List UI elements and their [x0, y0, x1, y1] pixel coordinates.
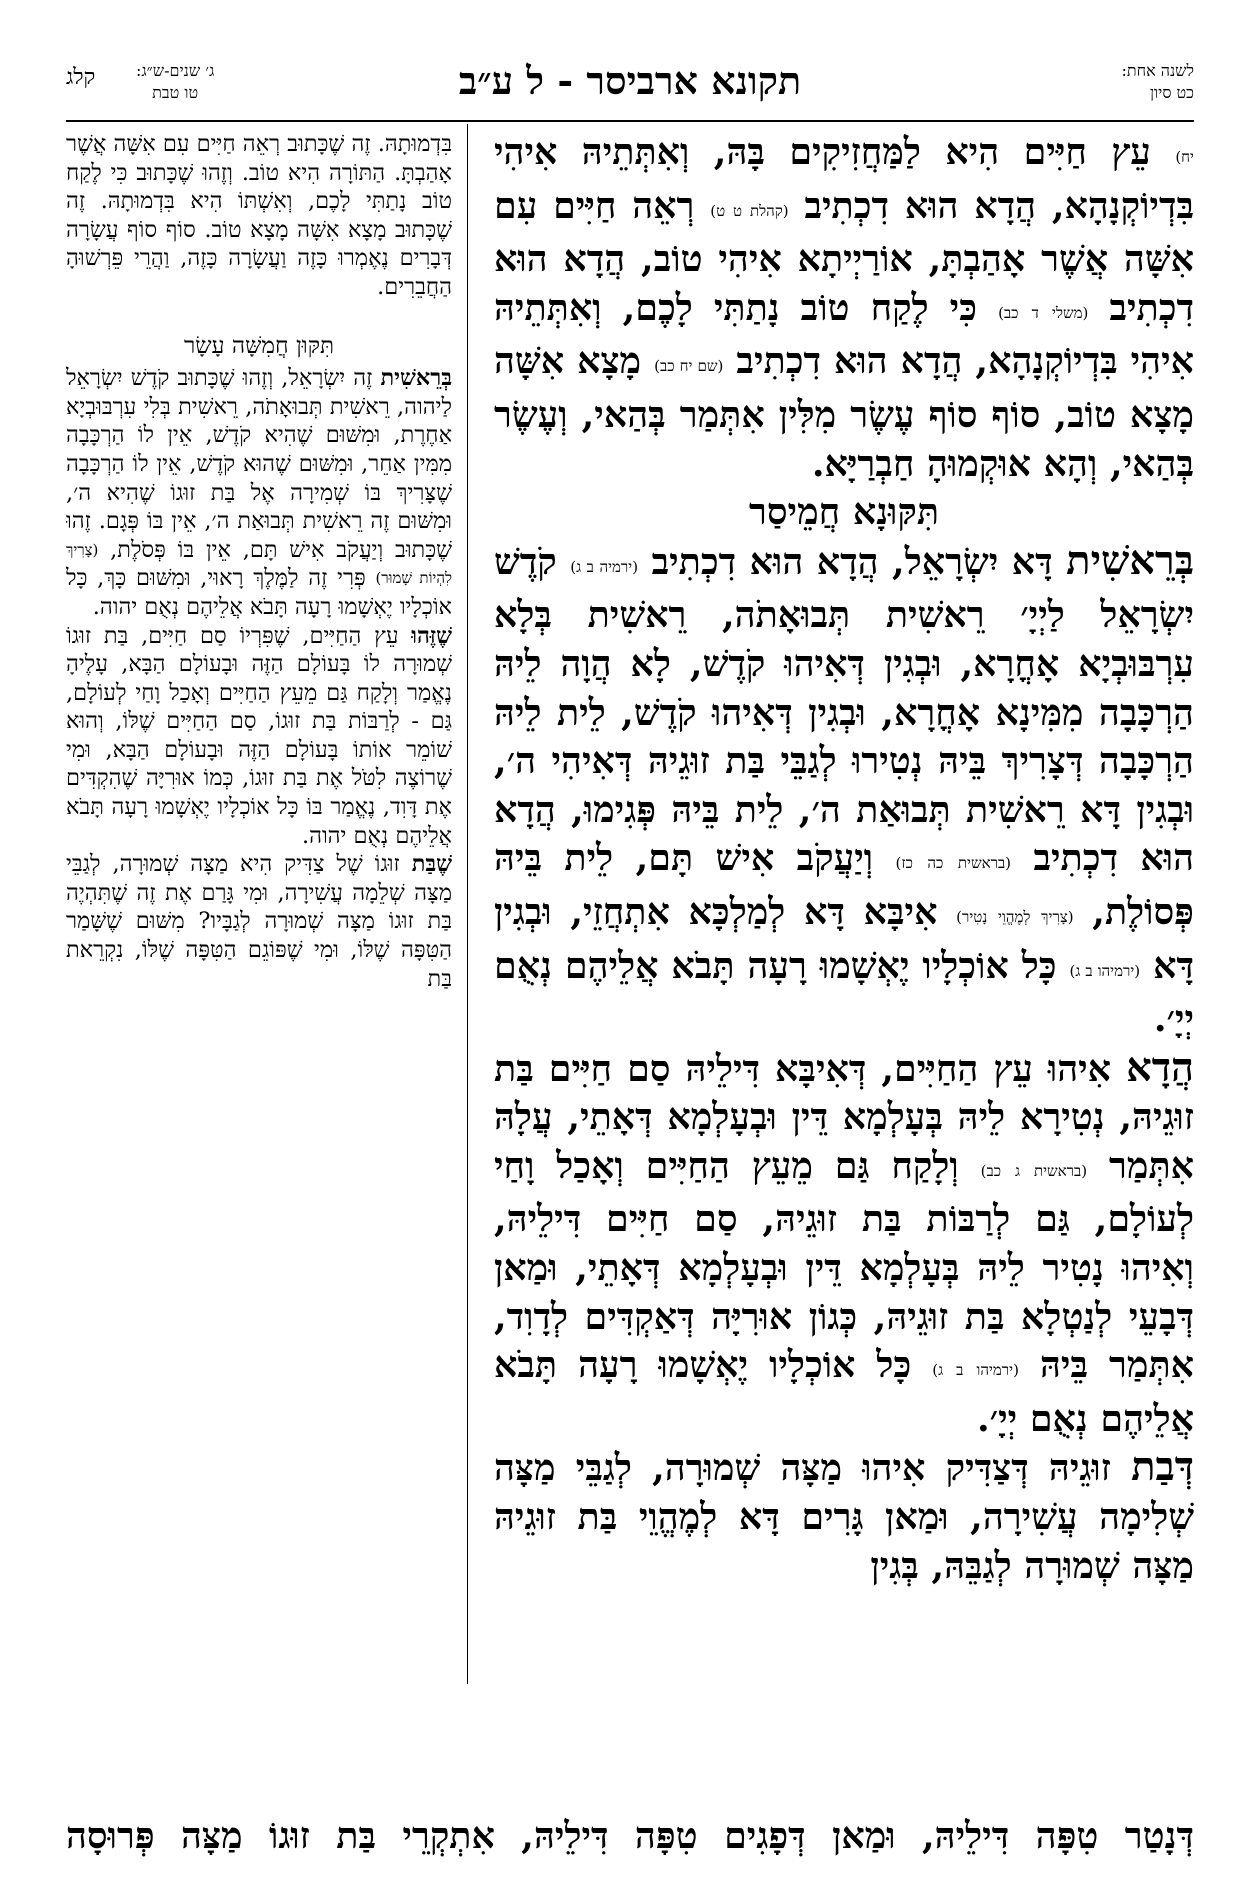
page-title: תקונא ארביסר - ל ע״ב: [458, 58, 802, 103]
side-paragraph-4: שֶׁבַּת זוּגוֹ שֶׁל צַדִּיק הִיא מַצָּה שְׁמוּרָה, לְגַבֵּי מַצָּה שְׁלֵמָה עֲשִׁירָה, וּמִי גָּרַם אֶת זֶה שֶׁתִּהְיֶה בַּת זוּגוֹ מַצָּה שְׁמוּרָה לְגַבָּיו? מִשּׁוּם שֶׁשָּׁמַר הַטִּפָּה שֶׁלּוֹ, וּמִי שֶׁפּוֹגֵם הַטִּפָּה שֶׁלּוֹ, נִקְרֵאת בַּת: [66, 851, 452, 992]
opening-word: דְּבַת: [1131, 1443, 1194, 1491]
page-header: [66, 56, 1194, 118]
header-left-line2: טו טבת: [152, 83, 199, 102]
citation: (שם יח כב): [654, 357, 724, 376]
bottom-full-width-line: דְּנָטַר טִפָּה דִּילֵיהּ, וּמַאן דְּפָגִים טִפָּה דִּילֵיהּ, אִתְקְרֵי בַּת זוּגוֹ מַצָּה פְּרוּסָה: [66, 1814, 1194, 1857]
translation-column: [66, 130, 452, 1630]
main-paragraph-3: הֲדָא אִיהוּ עֵץ הַחַיִּים, דְּאִיבָּא דִּילֵיהּ סַם חַיִּים בַּת זוּגֵיהּ, נְטִירָא לֵיהּ בְּעָלְמָא דֵּין וּבְעָלְמָא דְּאָתֵי, עֲלָהּ אִתְּמַר (בראשית ג כב) וְלָקַח גַּם מֵעֵץ הַחַיִּים וְאָכַל וָחַי לְעוֹלָם, גַּם לְרַבּוֹת בַּת זוּגֵיהּ, סַם חַיִּים דִּילֵיהּ, וְאִיהוּ נָטִיר לֵיהּ בְּעָלְמָא דֵּין וּבְעָלְמָא דְּאָתֵי, וּמַאן דְּבָעֵי לְנַטְלָא בַּת זוּגֵיהּ, כְּגוֹן אוּרִיָּה דְּאַקְדִּים לְדָוִד, אִתְּמַר בֵּיהּ (ירמיהו ב ג) כָּל אוֹכְלָיו יֶאְשָׁמוּ רָעָה תָּבֹא אֲלֵיהֶם נְאֻם יְיָ׳.: [494, 1043, 1194, 1440]
main-paragraph-1: יח) עֵץ חַיִּים הִיא לַמַּחֲזִיקִים בָּהּ, וְאִתְּתֵיהּ אִיהִי בִּדְיוֹקְנָהָא, הֲדָא הוּא דִכְתִיב (קהלת ט ט) רְאֵה חַיִּים עִם אִשָּׁה אֲשֶׁר אָהַבְתָּ, אוֹרַיְיתָא אִיהִי טוֹב, הֲדָא הוּא דִכְתִיב (משלי ד כב) כִּי לֶקַח טוֹב נָתַתִּי לָכֶם, וְאִתְּתֵיהּ אִיהִי בִּדְיוֹקְנָהָא, הֲדָא הוּא דִכְתִיב (שם יח כב) מָצָא אִשָּׁה מָצָא טוֹב, סוֹף סוֹף עֶשֶׂר מִלִּין אִתְּמַר בְּהַאי, וְעֶשֶׂר בְּהַאי, וְהָא אוּקְמוּהָ חַבְרַיָּא.: [494, 130, 1194, 485]
side-paragraph-2: בְּרֵאשִׁית זֶה יִשְׂרָאֵל, וְזֶהוּ שֶׁכָּתוּב קֹדֶשׁ יִשְׂרָאֵל לַיהוה, רֵאשִׁית תְּבוּאָתֹה, רֵאשִׁית בְּלִי עִרְבּוּבְיָא אַחֶרֶת, וּמִשּׁוּם שֶׁהִיא קֹדֶשׁ, אֵין לוֹ הַרְכָּבָה מִמִּין אַחֵר, וּמִשּׁוּם שֶׁהוּא קֹדֶשׁ, אֵין לוֹ הַרְכָּבָה שֶׁצָּרִיךְ בּוֹ שְׁמִירָה אֶל בַּת זוּגוֹ שֶׁהִיא ה׳, וּמִשּׁוּם זֶה רֵאשִׁית תְּבוּאַת ה׳, אֵין בּוֹ פְּגָם. זֶהוּ שֶׁכָּתוּב וְיַעֲקֹב אִישׁ תָּם, אֵין בּוֹ פְּסֹלֶת, (צָרִיךְ לִהְיוֹת שָׁמוּר) פְּרִי זֶה לַמֶּלֶךְ רָאוּי, וּמִשּׁוּם כָּךְ, כָּל אוֹכְלָיו יֶאְשָׁמוּ רָעָה תָּבֹא אֲלֵיהֶם נְאֻם יהוה.: [66, 365, 452, 620]
opening-word: שֶׁבַּת: [411, 851, 452, 878]
citation: (משלי ד כב): [998, 303, 1089, 322]
citation: (בראשית ג כב): [980, 1161, 1088, 1180]
opening-word: הֲדָא: [1126, 1043, 1194, 1091]
header-left-dates: [136, 60, 214, 104]
section-heading: תִּקּוּנָא חֲמֵיסַר: [748, 490, 940, 534]
header-right-line2: כט סיון: [1149, 83, 1194, 102]
column-divider: [467, 124, 468, 1684]
citation: (ירמיהו ב ג): [1069, 961, 1141, 980]
side-paragraph-1: בִּדְמוּתָהּ. זֶה שֶׁכָּתוּב רְאֵה חַיִּים עִם אִשָּׁה אֲשֶׁר אָהַבְתָּ. הַתּוֹרָה הִיא טוֹב. וְזֶהוּ שֶׁכָּתוּב כִּי לֶקַח טוֹב נָתַתִּי לָכֶם, וְאִשְׁתּוֹ הִיא בִּדְמוּתָהּ. זֶה שֶׁכָּתוּב מָצָא אִשָּׁה מָצָא טוֹב. סוֹף סוֹף עֲשָׂרָה דְּבָרִים נֶאֶמְרוּ כָּזֶה וַעֲשָׂרָה כָּזֶה, וַהֲרֵי פֵּרְשׁוּהָ הַחֲבֵרִים.: [66, 131, 452, 300]
citation: (בראשית כה כז): [895, 854, 1012, 873]
opening-word: שֶׁזֶּהוּ: [411, 622, 452, 649]
header-rule: [66, 120, 1194, 122]
opening-word: בְּרֵאשִׁית: [380, 365, 452, 392]
header-right-line1: לשנה אחת:: [1121, 61, 1194, 80]
citation: (צָרִיךְ לִהְיוֹת שָׁמוּר): [66, 540, 452, 588]
opening-word: בְּרֵאשִׁית: [1066, 536, 1194, 584]
main-paragraph-4: דְּבַת זוּגֵיהּ דְּצַדִּיק אִיהוּ מַצָּה שְׁמוּרָה, לְגַבֵּי מַצָּה שְׁלִימָה עֲשִׁירָה, וּמַאן גָּרִים דָּא לְמֶהֱוֵי בַּת זוּגֵיהּ מַצָּה שְׁמוּרָה לְגַבֵּהּ, בְּגִין: [494, 1443, 1194, 1587]
citation: (ירמיהו ב ג): [932, 1361, 1019, 1380]
header-left-line1: ג׳ שנים-ש״ג:: [136, 61, 215, 80]
citation: (צָרִיךְ לְמֶהֱוֵי נָטִיר): [956, 907, 1074, 926]
main-column: [494, 128, 1194, 1808]
page-number: קלג: [66, 65, 96, 90]
citation: (ירמיה ב ג): [570, 557, 639, 576]
side-paragraph-3: שֶׁזֶּהוּ עֵץ הַחַיִּים, שֶׁפִּרְיוֹ סַם חַיִּים, בַּת זוּגוֹ שְׁמוּרָה לוֹ בָּעוֹלָם הַזֶּה וּבָעוֹלָם הַבָּא, עָלֶיהָ נֶאֱמַר וְלָקַח גַּם מֵעֵץ הַחַיִּים וְאָכַל וָחַי לְעוֹלָם, גַּם - לְרַבּוֹת בַּת זוּגוֹ, סַם הַחַיִּים שֶׁלּוֹ, וְהוּא שׁוֹמֵר אוֹתוֹ בָּעוֹלָם הַזֶּה וּבָעוֹלָם הַבָּא, וּמִי שֶׁרוֹצֶה לִטֹּל אֶת בַּת זוּגוֹ, כְּמוֹ אוּרִיָּה שֶׁהִקְדִּים אֶת דָּוִד, נֶאֱמַר בּוֹ כָּל אוֹכְלָיו יֶאְשָׁמוּ רָעָה תָּבֹא אֲלֵיהֶם נְאֻם יהוה.: [66, 622, 452, 849]
side-heading: תִּקּוּן חֲמִשָּׁה עָשָׂר: [183, 332, 335, 359]
main-paragraph-2: בְּרֵאשִׁית דָּא יִשְׂרָאֵל, הֲדָא הוּא דִכְתִיב (ירמיה ב ג) קֹדֶשׁ יִשְׂרָאֵל לַיְיָ׳ רֵאשִׁית תְּבוּאָתֹה, רֵאשִׁית בְּלָא עִרְבּוּבְיָא אָחֳרָא, וּבְגִין דְּאִיהוּ קֹדֶשׁ, לָא הֲוָה לֵיהּ הַרְכָּבָה מִמִּינָא אָחֳרָא, וּבְגִין דְּאִיהוּ קֹדֶשׁ, לֵית לֵיהּ הַרְכָּבָה דְּצָרִיךְ בֵּיהּ נְטִירוּ לְגַבֵּי בַּת זוּגֵיהּ דְּאִיהִי ה׳, וּבְגִין דָּא רֵאשִׁית תְּבוּאַת ה׳, לֵית בֵּיהּ פְּגִימוּ, הֲדָא הוּא דִכְתִיב (בראשית כה כז) וְיַעֲקֹב אִישׁ תָּם, לֵית בֵּיהּ פְּסוֹלֶת, (צָרִיךְ לְמֶהֱוֵי נָטִיר) אִיבָּא דָּא לְמַלְכָּא אִתְחֲזֵי, וּבְגִין דָּא (ירמיהו ב ג) כָּל אוֹכְלָיו יֶאְשָׁמוּ רָעָה תָּבֹא אֲלֵיהֶם נְאֻם יְיָ׳.: [494, 536, 1194, 1041]
verse-marker: יח): [1175, 148, 1194, 166]
citation: (קהלת ט ט): [710, 201, 789, 220]
